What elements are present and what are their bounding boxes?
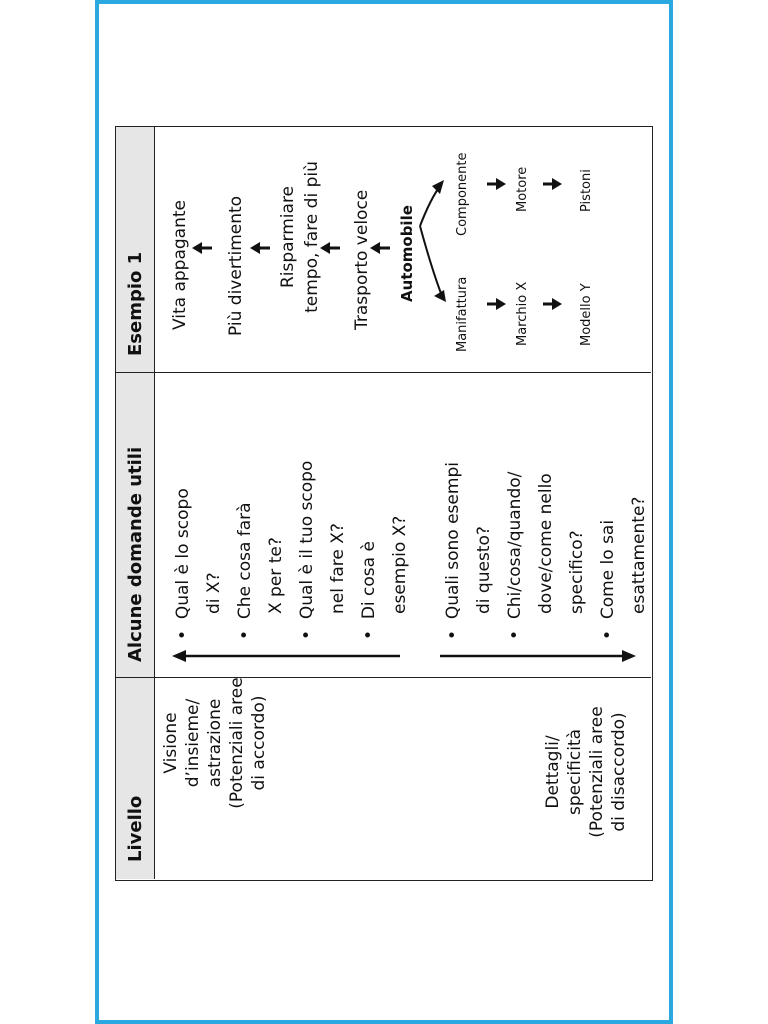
- question-text: Chi/cosa/quando/: [505, 471, 525, 620]
- chain-arrow-head: [192, 242, 202, 254]
- chain-item-multiline: [276, 152, 324, 322]
- branch-right: Pistoni: [579, 169, 594, 212]
- header-livello: Livello: [125, 795, 146, 862]
- question-item: • Chi/cosa/quando/: [505, 471, 525, 640]
- question-item: • Qual è lo scopo: [173, 488, 193, 640]
- question-text: esempio X?: [390, 515, 410, 614]
- chain-line: Risparmiare: [278, 185, 298, 289]
- livello-bottom-line: (Potenziali aree: [587, 706, 607, 838]
- question-text: X per te?: [266, 537, 286, 614]
- question-item: • Come lo sai: [598, 519, 618, 640]
- fork-left: [420, 226, 442, 296]
- livello-top-line: astrazione: [205, 698, 225, 788]
- branch-left: Modello Y: [579, 283, 594, 346]
- up-arrow-head: [172, 650, 186, 662]
- branch-left: Manifattura: [455, 276, 470, 352]
- branch-arrow-head: [496, 298, 506, 310]
- question-text: Che cosa farà: [235, 502, 255, 620]
- livello-top-line: (Potenziali aree: [227, 677, 247, 809]
- livello-top-line: d’insieme/: [183, 698, 203, 788]
- fork-right-head: [432, 180, 444, 194]
- livello-top-line: di accordo): [249, 695, 269, 791]
- question-text: Qual è il tuo scopo: [297, 460, 317, 620]
- question-text: esattamente?: [629, 496, 649, 614]
- chain-line: tempo, fare di più: [302, 161, 322, 313]
- fork-right: [420, 186, 440, 226]
- question-item: • Quali sono esempi: [443, 462, 463, 640]
- livello-bottom-line: Dettagli/: [543, 735, 563, 809]
- header-domande: Alcune domande utili: [125, 446, 146, 662]
- question-text: di questo?: [474, 526, 494, 614]
- header-esempio: Esempio 1: [125, 251, 146, 356]
- question-text: Qual è lo scopo: [173, 488, 193, 620]
- branch-arrow-head: [552, 178, 562, 190]
- down-arrow-head: [622, 650, 636, 662]
- question-text: specifico?: [567, 530, 587, 614]
- chain-item: Trasporto veloce: [352, 189, 372, 330]
- question-item: • Di cosa è: [359, 541, 379, 640]
- branch-arrow-head: [496, 178, 506, 190]
- branch-arrow-head: [552, 298, 562, 310]
- livello-bottom-line: specificità: [565, 728, 585, 816]
- question-item: • Che cosa farà: [235, 502, 255, 640]
- branch-left: Marchio X: [515, 281, 530, 346]
- automobile-label: Automobile: [398, 205, 416, 302]
- question-text: Quali sono esempi: [443, 462, 463, 620]
- question-text: di X?: [204, 572, 224, 614]
- question-text: nel fare X?: [328, 523, 348, 614]
- question-item: • Qual è il tuo scopo: [297, 460, 317, 640]
- chain-arrow-head: [250, 242, 260, 254]
- question-text: Come lo sai: [598, 519, 618, 620]
- question-text: dove/come nello: [536, 473, 556, 614]
- livello-bottom-line: di disaccordo): [609, 712, 629, 832]
- livello-top-line: Visione: [161, 712, 181, 774]
- branch-right: Motore: [515, 166, 530, 212]
- chain-item: Più divertimento: [226, 195, 246, 336]
- chain-item: Vita appagante: [170, 200, 190, 330]
- question-text: Di cosa è: [359, 541, 379, 620]
- branch-right: Componente: [455, 152, 470, 236]
